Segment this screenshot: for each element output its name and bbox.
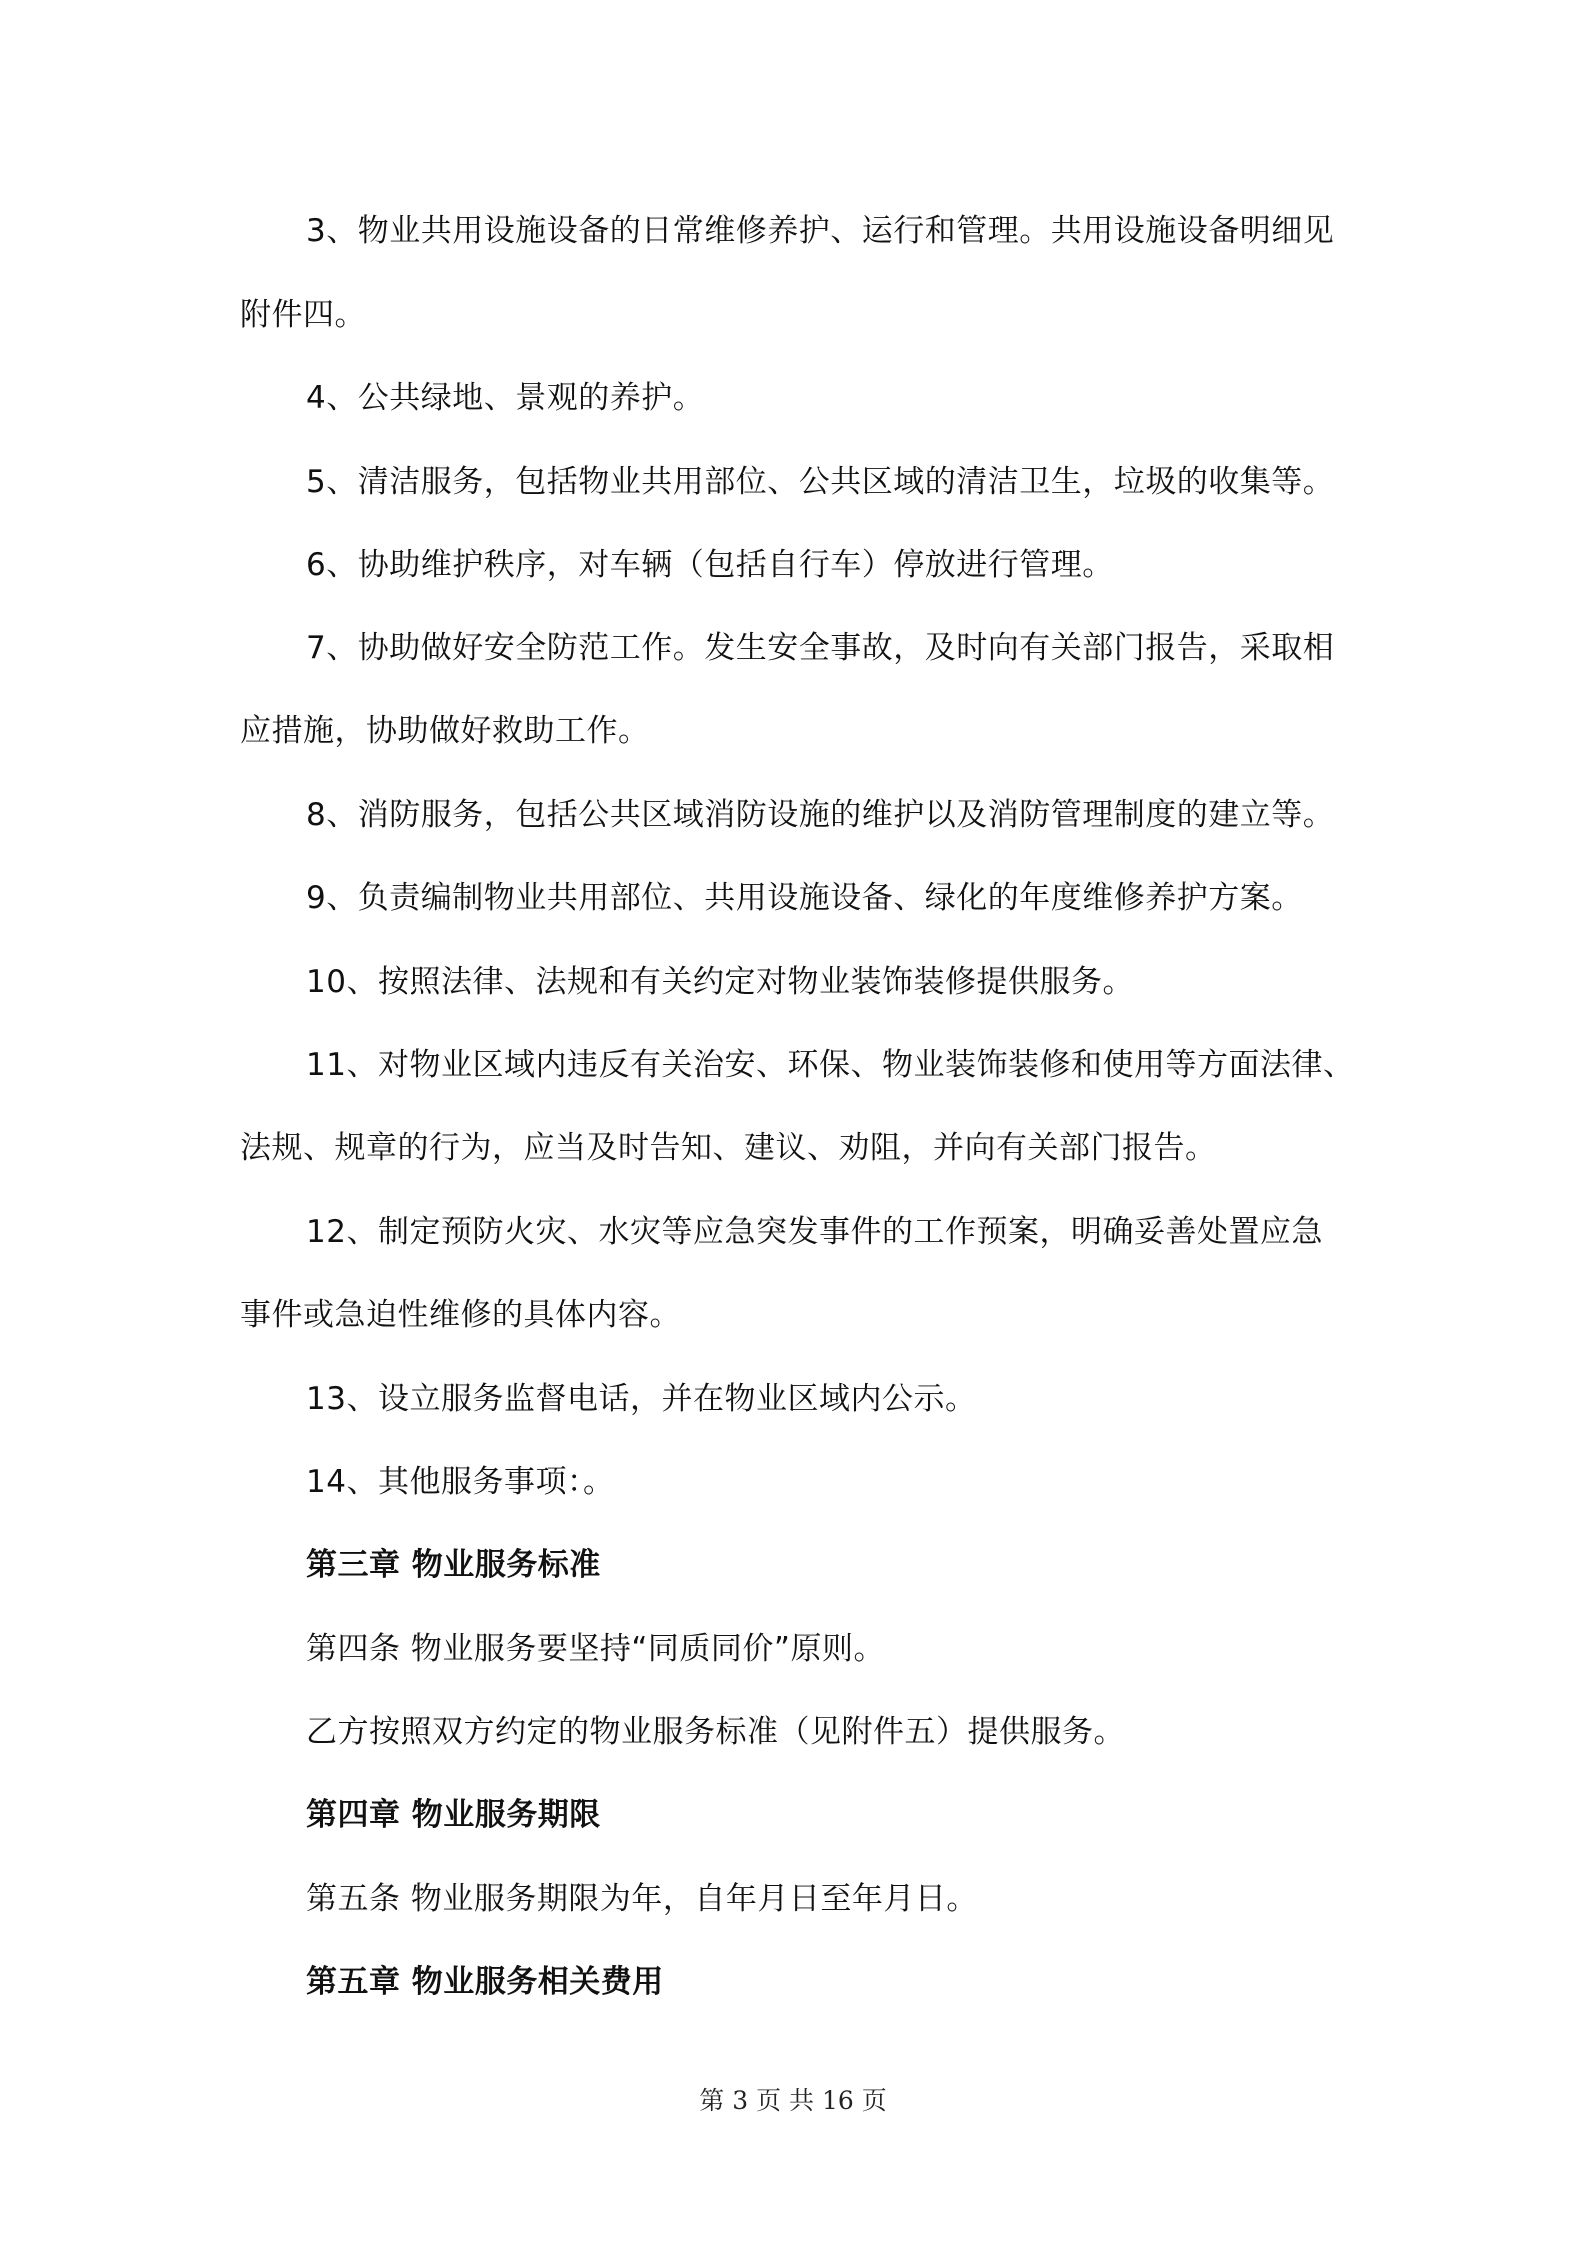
page-footer: 第 3 页 共 16 页 bbox=[699, 2086, 887, 2115]
paragraph-line: 12、制定预防火灾、水灾等应急突发事件的工作预案，明确妥善处置应急 bbox=[306, 1214, 1323, 1250]
paragraph-line: 第四条 物业服务要坚持“同质同价”原则。 bbox=[306, 1631, 885, 1667]
chapter-heading: 第三章 物业服务标准 bbox=[306, 1547, 601, 1583]
paragraph-line: 9、负责编制物业共用部位、共用设施设备、绿化的年度维修养护方案。 bbox=[306, 880, 1303, 916]
paragraph-line: 4、公共绿地、景观的养护。 bbox=[306, 380, 705, 416]
paragraph-line: 应措施，协助做好救助工作。 bbox=[240, 713, 650, 749]
paragraph-line: 事件或急迫性维修的具体内容。 bbox=[240, 1297, 681, 1333]
paragraph-line: 乙方按照双方约定的物业服务标准（见附件五）提供服务。 bbox=[306, 1714, 1125, 1750]
paragraph-line: 11、对物业区域内违反有关治安、环保、物业装饰装修和使用等方面法律、 bbox=[306, 1047, 1355, 1083]
paragraph-line: 5、清洁服务，包括物业共用部位、公共区域的清洁卫生，垃圾的收集等。 bbox=[306, 464, 1335, 500]
chapter-heading: 第五章 物业服务相关费用 bbox=[306, 1964, 664, 2000]
paragraph-line: 6、协助维护秩序，对车辆（包括自行车）停放进行管理。 bbox=[306, 547, 1114, 583]
paragraph-line: 第五条 物业服务期限为年，自年月日至年月日。 bbox=[306, 1881, 978, 1917]
paragraph-line: 3、物业共用设施设备的日常维修养护、运行和管理。共用设施设备明细见 bbox=[306, 213, 1335, 249]
paragraph-line: 法规、规章的行为，应当及时告知、建议、劝阻，并向有关部门报告。 bbox=[240, 1130, 1217, 1166]
chapter-heading: 第四章 物业服务期限 bbox=[306, 1797, 601, 1833]
paragraph-line: 7、协助做好安全防范工作。发生安全事故，及时向有关部门报告，采取相 bbox=[306, 630, 1335, 666]
paragraph-line: 13、设立服务监督电话，并在物业区域内公示。 bbox=[306, 1381, 977, 1417]
paragraph-line: 8、消防服务，包括公共区域消防设施的维护以及消防管理制度的建立等。 bbox=[306, 797, 1335, 833]
paragraph-line: 10、按照法律、法规和有关约定对物业装饰装修提供服务。 bbox=[306, 964, 1134, 1000]
paragraph-line: 14、其他服务事项：。 bbox=[306, 1464, 615, 1500]
paragraph-line: 附件四。 bbox=[240, 297, 366, 333]
